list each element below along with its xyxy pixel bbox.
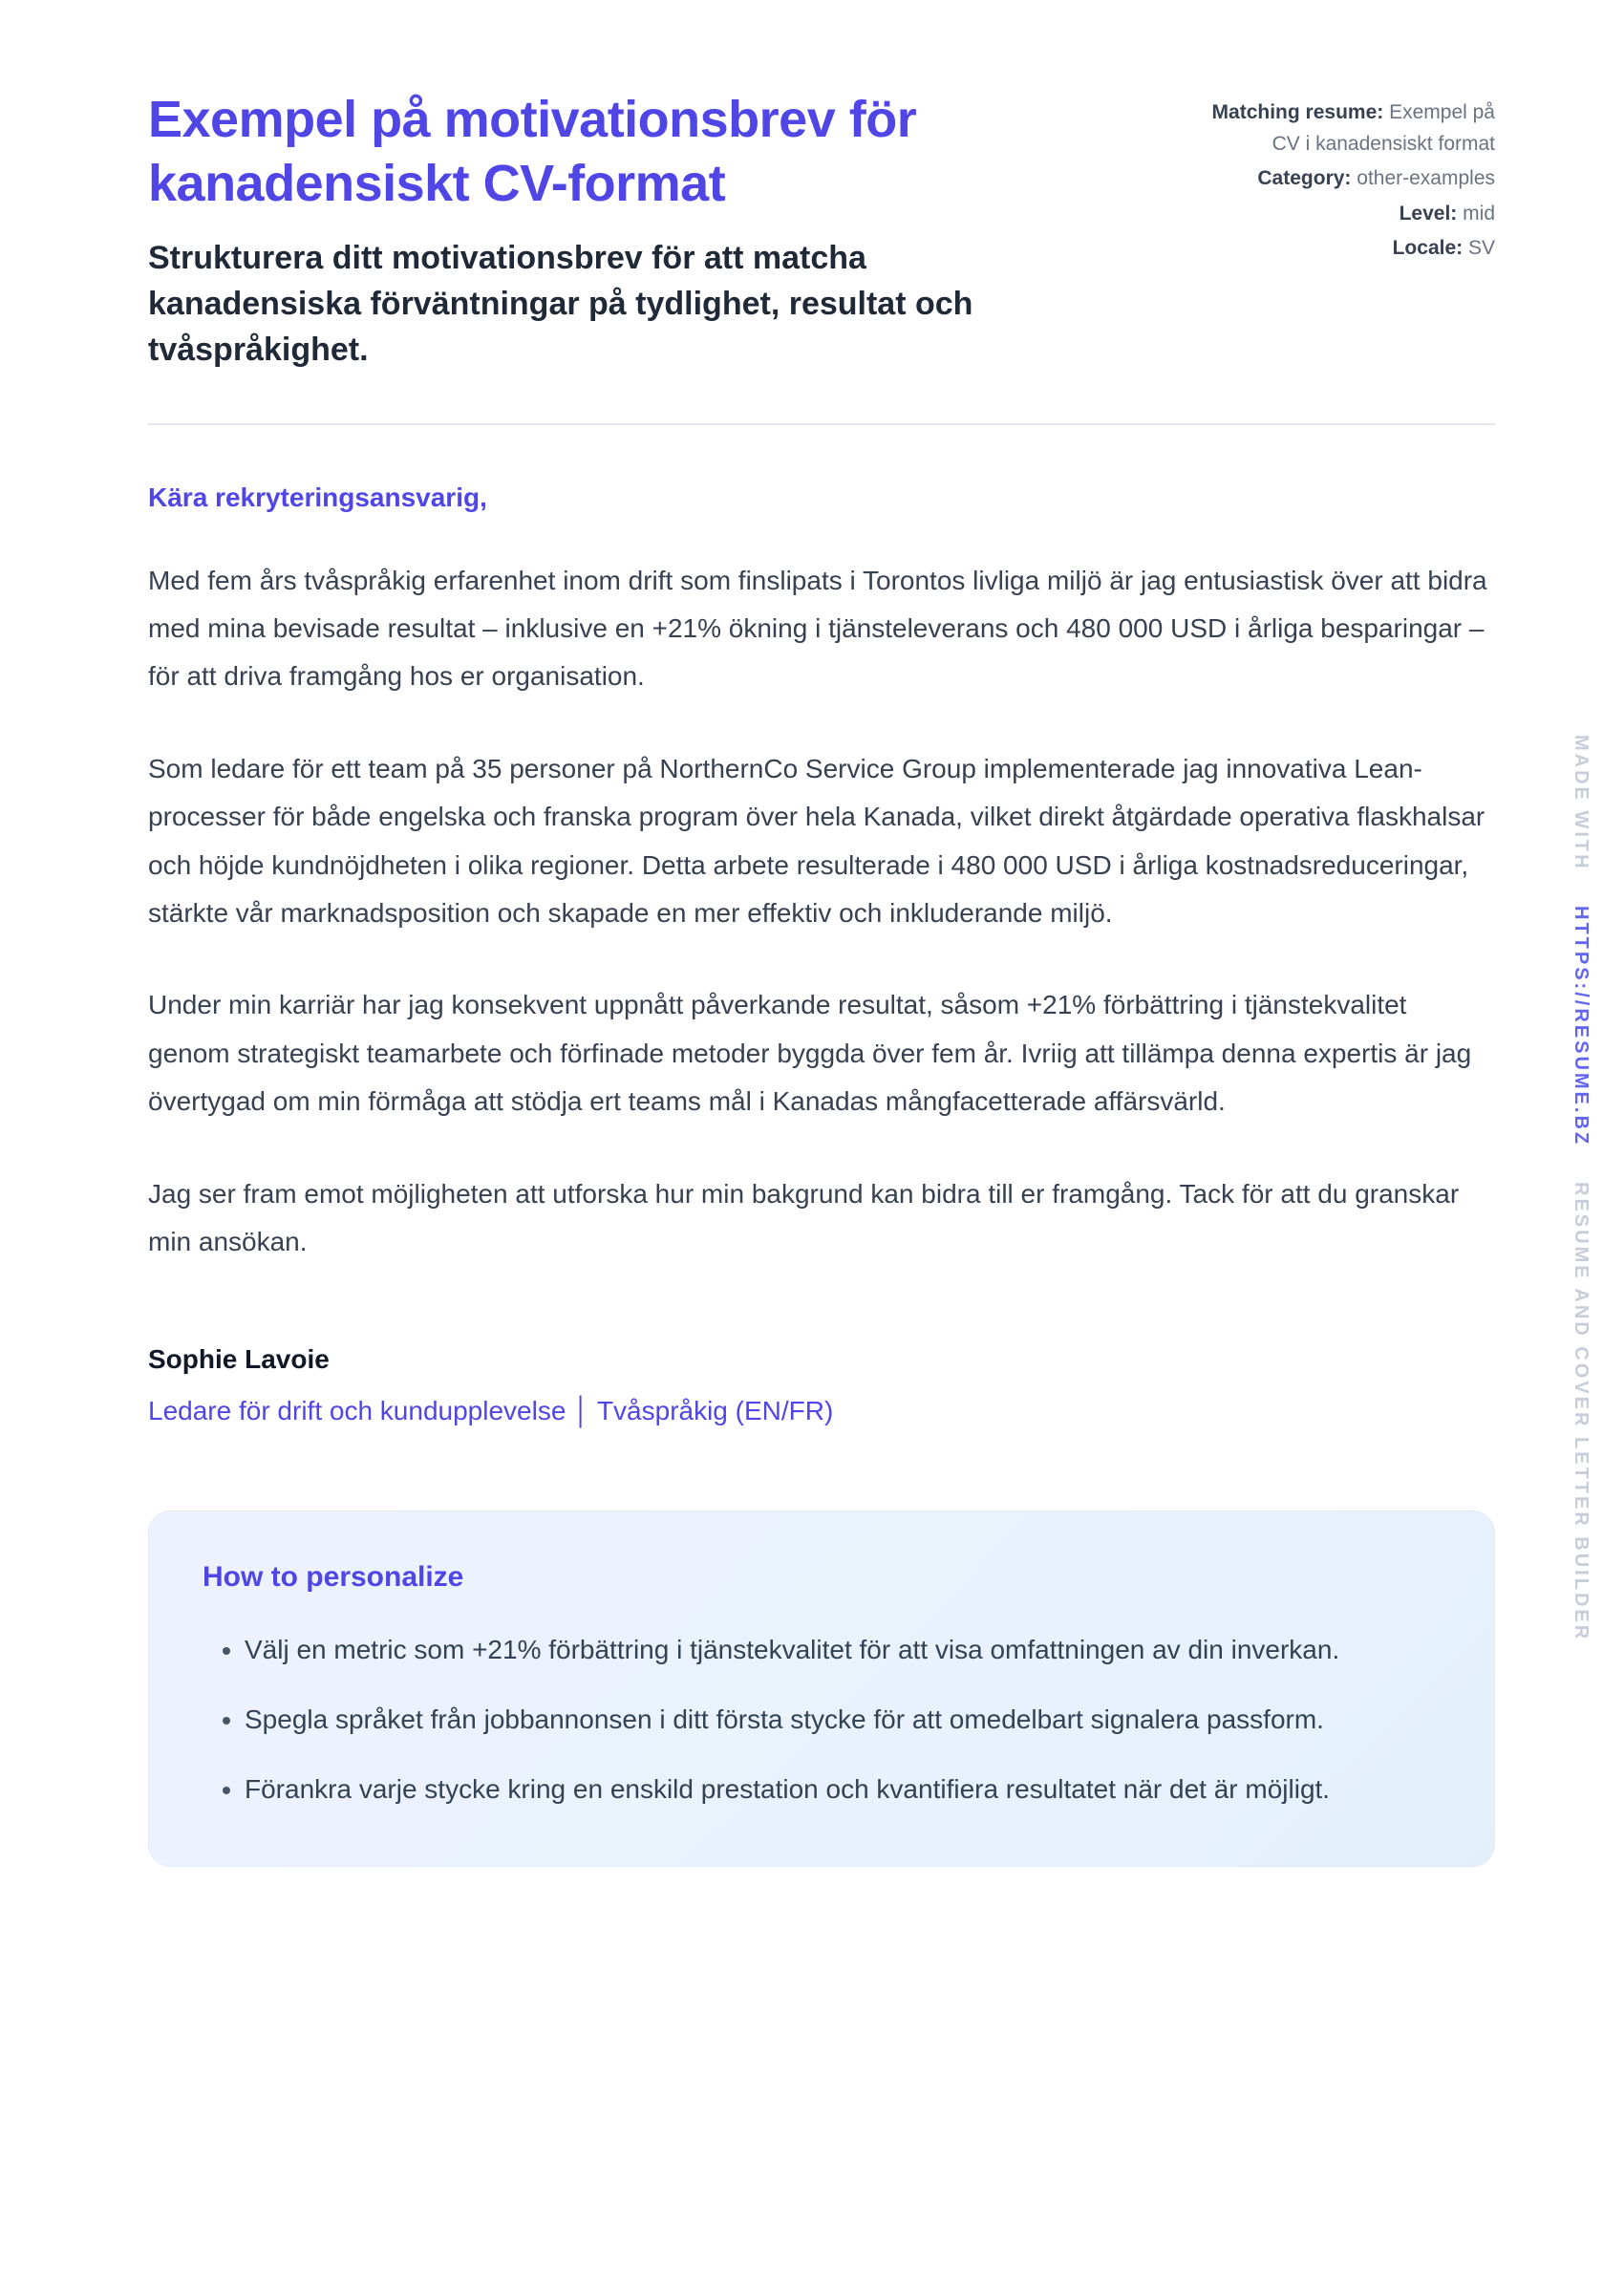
signature-name: Sophie Lavoie xyxy=(148,1344,330,1375)
watermark xyxy=(1570,721,1592,1655)
personalize-tip: • Spegla språket från jobbannonsen i ditt första stycke för att omedelbart signalera passform. xyxy=(245,1696,1437,1743)
divider xyxy=(148,423,1495,425)
meta-panel xyxy=(1189,88,1495,268)
personalize-tip: • Välj en metric som +21% förbättring i tjänstekvalitet för att visa omfattningen av din inverkan. xyxy=(245,1626,1437,1673)
meta-label: Locale: xyxy=(1392,237,1464,260)
meta-value: mid xyxy=(1463,202,1495,225)
meta-value: Exempel på CV i kanadensiskt format xyxy=(1271,101,1495,155)
personalize-tip: • Förankra varje stycke kring en enskild prestation och kvantifiera resultatet när det är möjligt. xyxy=(245,1766,1437,1812)
signature-title: Ledare för drift och kundupplevelse │ Tvåspråkig (EN/FR) xyxy=(148,1396,834,1426)
header xyxy=(148,88,1495,374)
letter-greeting: Kära rekryteringsansvarig, xyxy=(148,482,487,512)
meta-item-level xyxy=(1189,199,1495,230)
meta-item-locale xyxy=(1189,233,1495,265)
page-title: Exempel på motivationsbrev för kanadensiskt CV-format xyxy=(148,91,917,212)
letter-paragraph-1: Med fem års tvåspråkig erfarenhet inom drift som finslipats i Torontos livliga miljö är jag entusiastisk över att bidra med mina bevisade resultat – inklusive en +21% ökning i tjänsteleverans och 480 000 USD i årliga besparingar – för att driva framgång hos er organisation. xyxy=(148,565,1487,692)
meta-label: Matching resume: xyxy=(1211,101,1384,123)
meta-value: other-examples xyxy=(1357,167,1495,190)
meta-label: Level: xyxy=(1399,202,1458,225)
header-title-block xyxy=(148,88,1065,374)
page-subtitle: Strukturera ditt motivationsbrev för att matcha kanadensiska förväntningar på tydlighet, resultat och tvåspråkighet. xyxy=(148,239,973,369)
personalize-heading: How to personalize xyxy=(203,1561,464,1594)
cover-letter xyxy=(148,482,1495,1427)
watermark-made-with-label: MADE WITH xyxy=(1571,735,1592,871)
letter-paragraph-3: Under min karriär har jag konsekvent uppnått påverkande resultat, såsom +21% förbättring i tjänstekvalitet genom strategiskt teamarbete och förfinade metoder byggda över fem år. Ivriig att tillämpa denna expertis är jag övertygad om min förmåga att stödja ert teams mål i Kanadas mångfacetterade affärsvärld. xyxy=(148,990,1472,1117)
meta-item-category xyxy=(1189,163,1495,195)
meta-item-matching-resume xyxy=(1189,97,1495,160)
personalize-box xyxy=(148,1511,1495,1867)
letter-paragraph-2: Som ledare för ett team på 35 personer på NorthernCo Service Group implementerade jag innovativa Lean-processer för både engelska och franska program över hela Kanada, vilket direkt åtgärdade operativa flaskhalsar och höjde kundnöjdheten i olika regioner. Detta arbete resulterade i 480 000 USD i årliga kostnadsreduceringar, stärkte vår marknadsposition och skapade en mer effektiv och inkluderande miljö. xyxy=(148,753,1485,929)
watermark-builder-label: RESUME AND COVER LETTER BUILDER xyxy=(1571,1181,1592,1641)
meta-label: Category: xyxy=(1257,167,1352,190)
meta-value: SV xyxy=(1467,237,1495,260)
letter-paragraph-4: Jag ser fram emot möjligheten att utforska hur min bakgrund kan bidra till er framgång. Tack för att du granskar min ansökan. xyxy=(148,1178,1460,1256)
watermark-resume-bz-link[interactable]: HTTPS://RESUME.BZ xyxy=(1571,906,1592,1147)
content-column xyxy=(148,88,1495,1867)
personalize-list xyxy=(203,1626,1437,1812)
